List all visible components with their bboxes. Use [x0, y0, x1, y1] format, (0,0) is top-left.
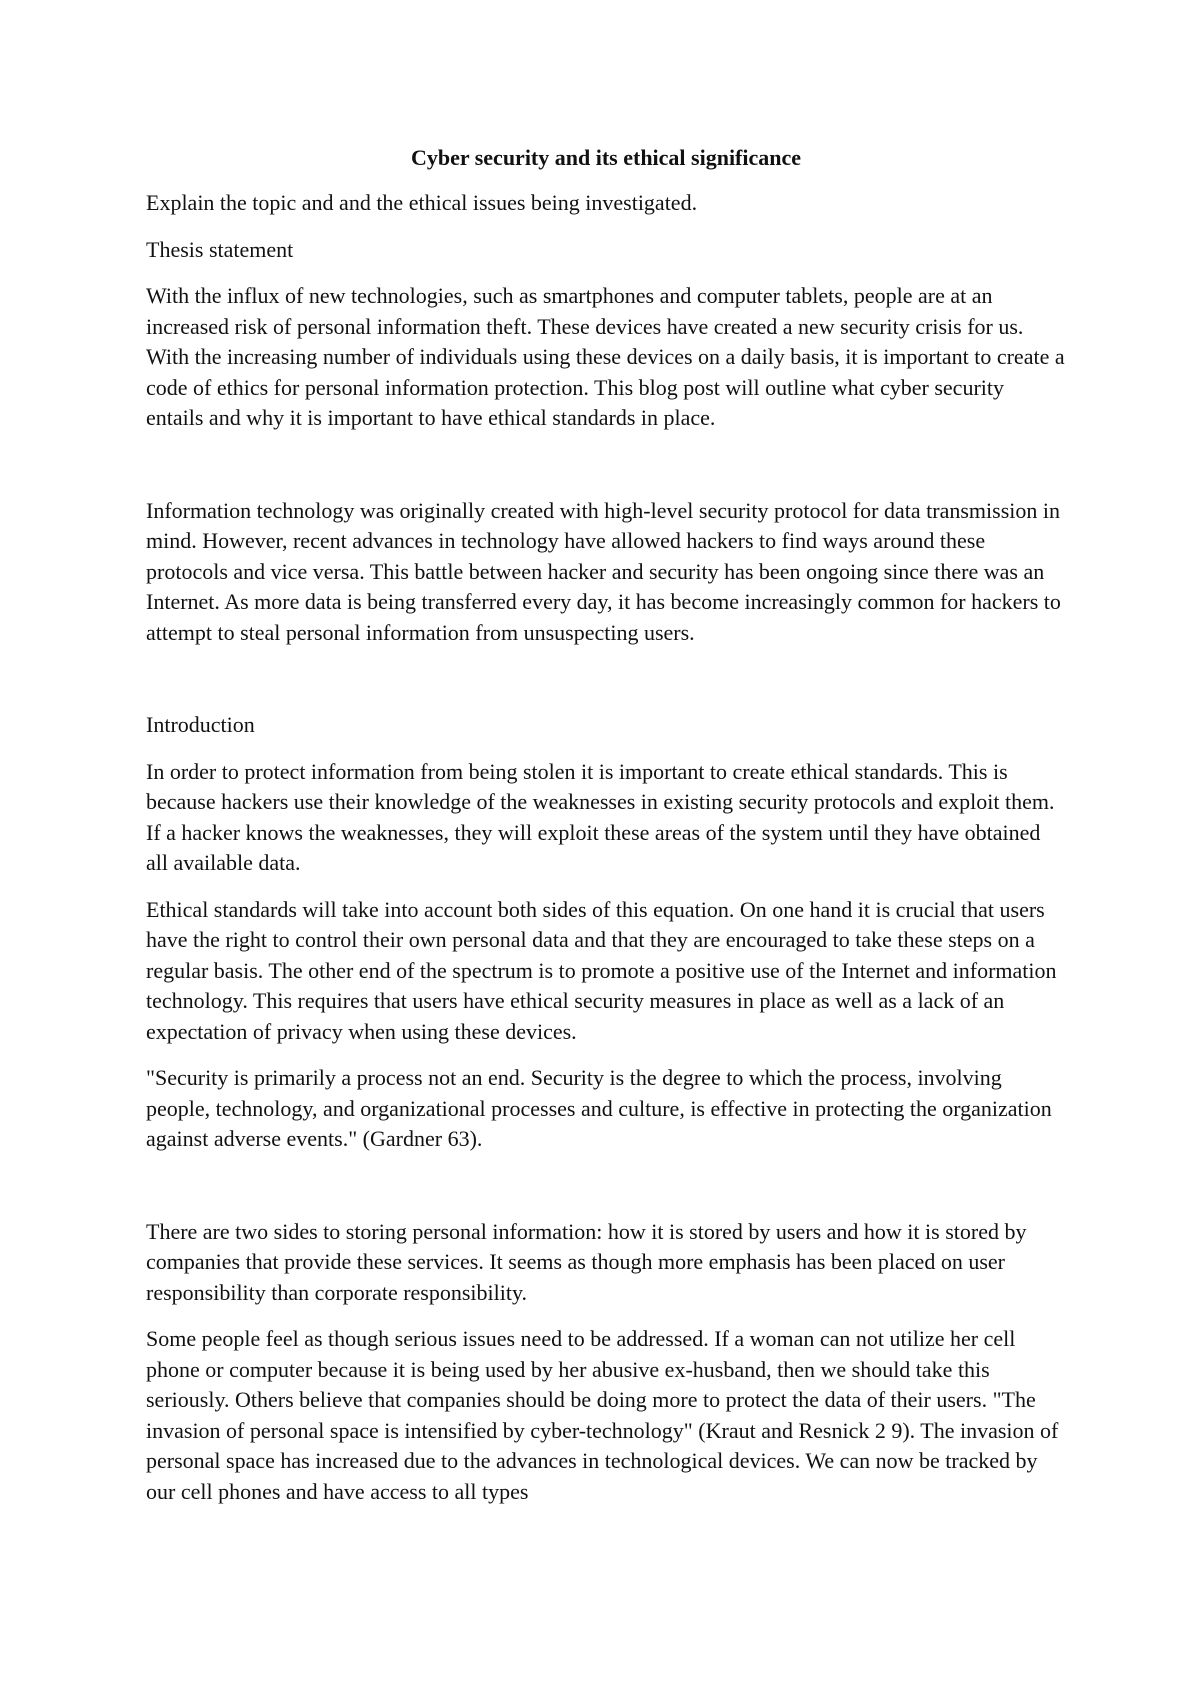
thesis-heading: Thesis statement — [146, 236, 294, 262]
body-paragraph: Ethical standards will take into account both sides of this equation. On one hand it is crucial that users have the right to control their own personal data and that they are encouraged to take these steps on a regular basis. The other end of the spectrum is to promote a positive use of the Internet and information technology. This requires that users have ethical security measures in place as well as a lack of an expectation of privacy when using these devices. — [146, 896, 1057, 1044]
quote-paragraph: "Security is primarily a process not an end. Security is the degree to which the process, involving people, technology, and organizational processes and culture, is effective in protecting the organization against adverse events." (Gardner 63). — [146, 1065, 1052, 1151]
body-paragraph: Information technology was originally created with high-level security protocol for data transmission in mind. However, recent advances in technology have allowed hackers to find ways around these protocols and vice versa. This battle between hacker and security has been ongoing since there was an Internet. As more data is being transferred every day, it has become increasingly common for hackers to attempt to steal personal information from unsuspecting users. — [146, 497, 1061, 645]
body-paragraph: Some people feel as though serious issues need to be addressed. If a woman can not utilize her cell phone or computer because it is being used by her abusive ex-husband, then we should take this seriously. Others believe that companies should be doing more to protect the data of their users. "The invasion of personal space is intensified by cyber-technology" (Kraut and Resnick 2 9). The invasion of personal space has increased due to the advances in technological devices. We can now be tracked by our cell phones and have access to all types — [146, 1326, 1059, 1504]
body-paragraph: There are two sides to storing personal information: how it is stored by users and how it is stored by companies that provide these services. It seems as though more emphasis has been placed on user responsibility than corporate responsibility. — [146, 1218, 1027, 1305]
thesis-paragraph: With the influx of new technologies, such as smartphones and computer tablets, people are at an increased risk of personal information theft. These devices have created a new security crisis for us. With the increasing number of individuals using these devices on a daily basis, it is important to create a code of ethics for personal information protection. This blog post will outline what cyber security entails and why it is important to have ethical standards in place. — [146, 283, 1065, 430]
spacer — [146, 450, 1066, 496]
instruction-text: Explain the topic and and the ethical issues being investigated. — [146, 190, 698, 215]
document-title: Cyber security and its ethical significance — [410, 145, 802, 170]
introduction-heading: Introduction — [146, 712, 255, 737]
spacer — [146, 664, 1066, 710]
body-paragraph: In order to protect information from being stolen it is important to create ethical standards. This is because hackers use their knowledge of the weaknesses in existing security protocols and exploit them. If a hacker knows the weaknesses, they will exploit these areas of the system until they have obtained all available data. — [146, 758, 1055, 875]
spacer — [146, 1171, 1066, 1217]
document-body — [146, 143, 1066, 1523]
